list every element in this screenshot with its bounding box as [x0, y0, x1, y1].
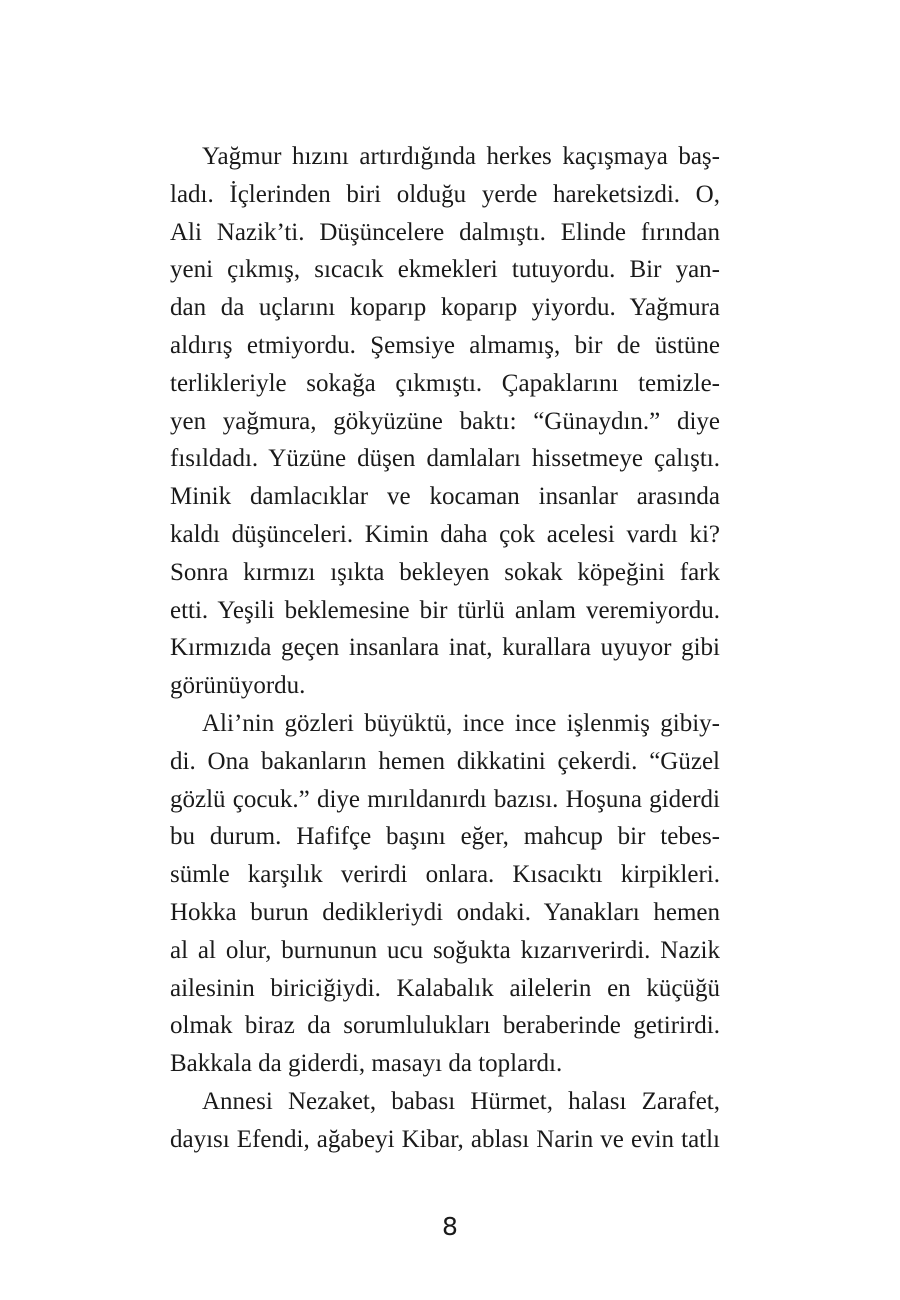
text-line: Bakkala da giderdi, masayı da toplardı. [170, 1050, 563, 1078]
text-line: bu durum. Hafifçe başını eğer, mahcup bir tebes- [170, 823, 720, 851]
text-line: kaldı düşünceleri. Kimin daha çok acelesi vardı ki? [170, 520, 720, 548]
text-line: Yağmur hızını artırdığında herkes kaçışmaya baş- [202, 143, 720, 170]
text-line: Hokka burun dedikleriydi ondaki. Yanakları hemen [170, 898, 720, 926]
text-line: gözlü çocuk.” diye mırıldanırdı bazısı. Hoşuna giderdi [170, 785, 720, 813]
text-line: Annesi Nezaket, babası Hürmet, halası Zarafet, [202, 1087, 720, 1115]
text-line: Ali’nin gözleri büyüktü, ince ince işlenmiş gibiy- [202, 709, 720, 737]
text-line: Minik damlacıklar ve kocaman insanlar arasında [170, 483, 720, 511]
page-number: 8 [442, 1212, 458, 1241]
text-line: görünüyordu. [170, 672, 306, 700]
body-text [170, 138, 720, 1159]
text-line: olmak biraz da sorumlulukları beraberinde getirirdi. [170, 1012, 720, 1040]
text-line: aldırış etmiyordu. Şemsiye almamış, bir de üstüne [170, 331, 720, 359]
text-line: sümle karşılık verirdi onlara. Kısacıktı kirpikleri. [170, 861, 720, 889]
text-line: ladı. İçlerinden biri olduğu yerde hareketsizdi. O, [170, 180, 720, 208]
paragraph [170, 705, 720, 1083]
text-line: fısıldadı. Yüzüne düşen damlaları hissetmeye çalıştı. [170, 445, 720, 473]
paragraph [170, 138, 720, 705]
paragraph [170, 1083, 720, 1159]
text-line: di. Ona bakanların hemen dikkatini çekerdi. “Güzel [170, 747, 720, 775]
text-line: Kırmızıda geçen insanlara inat, kurallara uyuyor gibi [170, 634, 720, 662]
text-line: yeni çıkmış, sıcacık ekmekleri tutuyordu. Bir yan- [170, 256, 720, 284]
text-line: Ali Nazik’ti. Düşüncelere dalmıştı. Elinde fırından [170, 218, 720, 246]
text-line: yen yağmura, gökyüzüne baktı: “Günaydın.” diye [170, 407, 720, 435]
text-line: terlikleriyle sokağa çıkmıştı. Çapaklarını temizle- [170, 369, 720, 397]
text-line: dayısı Efendi, ağabeyi Kibar, ablası Narin ve evin tatlı [170, 1125, 720, 1153]
text-line: al al olur, burnunun ucu soğukta kızarıverirdi. Nazik [170, 936, 720, 964]
text-line: Sonra kırmızı ışıkta bekleyen sokak köpeğini fark [170, 558, 720, 586]
text-line: etti. Yeşili beklemesine bir türlü anlam veremiyordu. [170, 596, 720, 624]
text-line: dan da uçlarını koparıp koparıp yiyordu. Yağmura [170, 294, 720, 322]
text-line: ailesinin biriciğiydi. Kalabalık ailelerin en küçüğü [170, 974, 720, 1002]
